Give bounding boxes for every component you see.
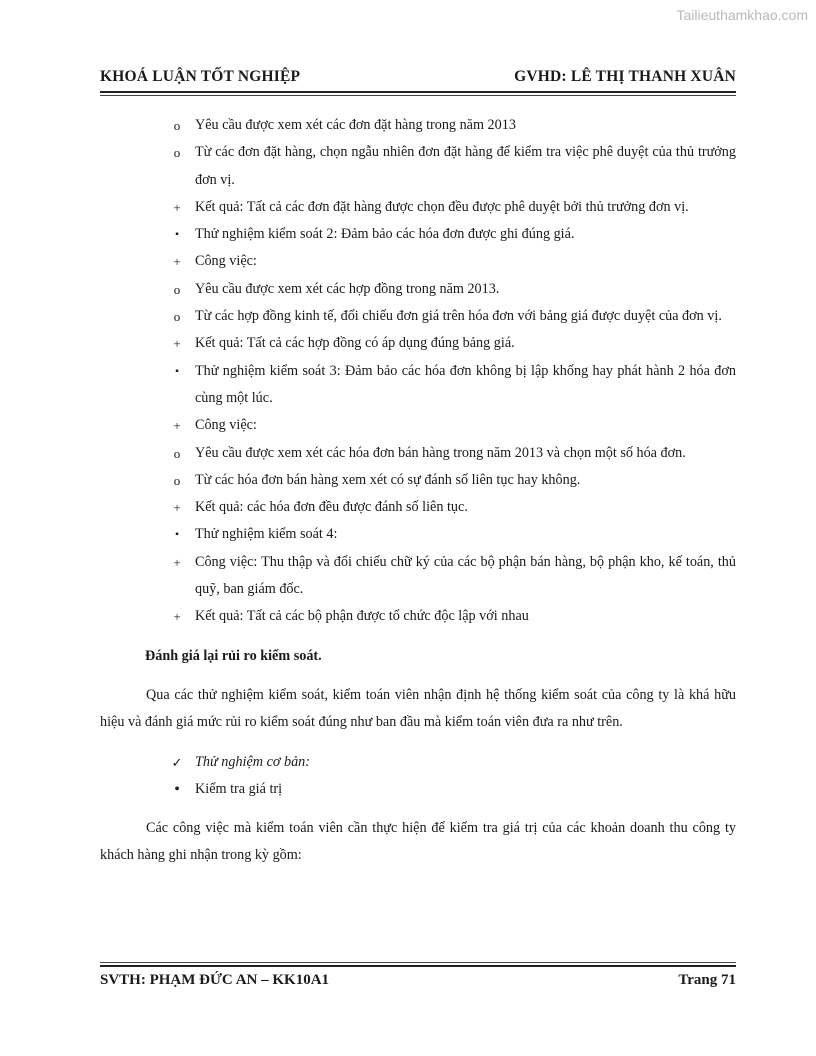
header-rule-thin <box>100 95 736 96</box>
list-item-text: Từ các hợp đồng kinh tế, đối chiếu đơn giá trên hóa đơn với bảng giá được duyệt của đơn vị. <box>195 308 722 325</box>
bullet-icon: o <box>173 281 181 297</box>
subsection-title: Thử nghiệm cơ bản: <box>195 753 311 770</box>
bullet-icon: ▪ <box>175 529 179 541</box>
bullet-icon: o <box>173 118 181 133</box>
list-item-text: Thử nghiệm kiểm soát 4: <box>195 526 338 543</box>
list-item-text: Thử nghiệm kiểm soát 2: Đảm bảo các hóa đơn được ghi đúng giá. <box>195 226 575 243</box>
list-item-text: Kết quả: Tất cả các đơn đặt hàng được chọn đều được phê duyệt bởi thủ trưởng đơn vị. <box>195 198 689 215</box>
list-item-text: Công việc: Thu thập và đối chiếu chữ ký của các bộ phận bán hàng, bộ phận kho, kế toán, thủ quỹ, ban giám đốc. <box>195 553 736 598</box>
bullet-icon: • <box>174 780 180 798</box>
header-rule-thick <box>100 91 736 93</box>
checkmark-icon: ✓ <box>171 754 183 770</box>
list-item-text: Kết quả: Tất cả các hợp đồng có áp dụng đúng bảng giá. <box>195 335 515 352</box>
procedure-list <box>100 112 736 631</box>
section-heading: Đánh giá lại rủi ro kiểm soát. <box>145 647 322 664</box>
list-item-text: Thử nghiệm kiểm soát 3: Đảm bảo các hóa đơn không bị lập khống hay phát hành 2 hóa đơn cùng một lúc. <box>195 362 736 406</box>
list-item-text: Kiểm tra giá trị <box>195 780 283 797</box>
subsection-item <box>100 749 736 776</box>
list-item-text: Kết quả: Tất cả các bộ phận được tổ chức độc lập với nhau <box>195 608 529 625</box>
list-item <box>100 603 736 630</box>
bullet-icon: + <box>173 500 181 516</box>
list-item <box>100 221 736 248</box>
bullet-icon: ▪ <box>175 229 179 241</box>
list-item <box>100 412 736 439</box>
bullet-icon: ▪ <box>175 365 179 377</box>
list-item-text: Từ các hóa đơn bán hàng xem xét có sự đánh số liên tục hay không. <box>195 471 581 488</box>
bullet-icon: + <box>173 554 181 570</box>
list-item <box>100 440 736 467</box>
list-item <box>100 248 736 275</box>
header-supervisor: GVHD: LÊ THỊ THANH XUÂN <box>514 68 736 85</box>
page-footer <box>100 972 736 989</box>
bullet-icon: + <box>173 254 181 270</box>
page-body <box>100 112 736 870</box>
list-item-text: Từ các đơn đặt hàng, chọn ngẫu nhiên đơn đặt hàng để kiểm tra việc phê duyệt của thủ trưởng đơn vị. <box>195 144 736 188</box>
list-item <box>100 521 736 548</box>
list-item-text: Công việc: <box>195 253 257 270</box>
footer-student: SVTH: PHẠM ĐỨC AN – KK10A1 <box>100 972 330 988</box>
list-item <box>100 112 736 139</box>
bullet-icon: + <box>173 609 181 625</box>
page-header <box>100 68 736 86</box>
bullet-icon: + <box>173 418 181 434</box>
list-item <box>100 776 736 803</box>
list-item-text: Kết quả: các hóa đơn đều được đánh số liên tục. <box>195 499 468 516</box>
watermark: Tailieuthamkhao.com <box>676 7 808 23</box>
list-item-text: Yêu cầu được xem xét các hợp đồng trong năm 2013. <box>195 280 500 297</box>
bullet-icon: o <box>173 145 181 161</box>
bullet-icon: o <box>173 472 181 488</box>
bullet-icon: + <box>173 199 181 215</box>
header-title: KHOÁ LUẬN TỐT NGHIỆP <box>100 68 301 85</box>
list-item <box>100 139 736 194</box>
list-item <box>100 194 736 221</box>
list-item-text: Yêu cầu được xem xét các đơn đặt hàng trong năm 2013 <box>195 117 516 133</box>
bullet-icon: o <box>173 309 181 325</box>
footer-rule-thin <box>100 962 736 963</box>
list-item <box>100 358 736 413</box>
bullet-icon: o <box>173 445 181 461</box>
bullet-icon: + <box>173 336 181 352</box>
list-item <box>100 303 736 330</box>
list-item <box>100 330 736 357</box>
page-number: Trang 71 <box>678 972 736 988</box>
list-item <box>100 276 736 303</box>
paragraph: Các công việc mà kiểm toán viên cần thực hiện để kiểm tra giá trị của các khoản doanh thu công ty khách hàng ghi nhận trong kỳ gồm: <box>100 820 736 864</box>
list-item-text: Yêu cầu được xem xét các hóa đơn bán hàng trong năm 2013 và chọn một số hóa đơn. <box>195 444 686 461</box>
footer-rule-thick <box>100 965 736 967</box>
list-item <box>100 549 736 604</box>
list-item <box>100 467 736 494</box>
paragraph: Qua các thử nghiệm kiểm soát, kiểm toán viên nhận định hệ thống kiểm soát của công ty là khá hữu hiệu và đánh giá mức rủi ro kiểm soát đúng như ban đầu mà kiểm toán viên đưa ra như trên. <box>100 686 736 731</box>
list-item-text: Công việc: <box>195 417 257 434</box>
list-item <box>100 494 736 521</box>
